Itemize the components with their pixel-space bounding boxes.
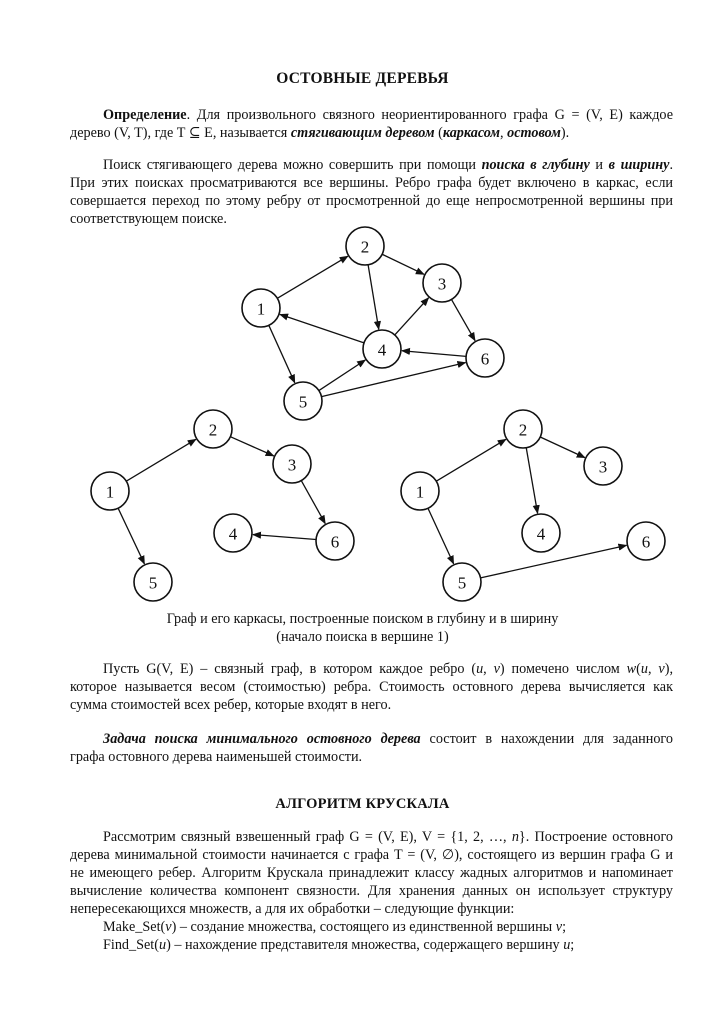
kruskal-title: АЛГОРИТМ КРУСКАЛА <box>275 796 450 812</box>
find-set-text-1: Find_Set( <box>103 937 159 953</box>
kruskal-line-2: дерева минимальной стоимости начинается с графа T = (V, ∅), состоящего из вершин графа G и <box>70 847 673 863</box>
definition-text-2: дерево (V, T), где T ⊆ E, называется <box>70 125 291 141</box>
dfs-spanning-tree-node-label-3: 3 <box>287 455 297 475</box>
weight-text-1: Пусть G(V, E) – связный граф, в котором каждое ребро ( <box>103 661 477 677</box>
weight-line-3: сумма стоимостей всех ребер, которые входят в него. <box>70 697 392 713</box>
dfs-spanning-tree-edge-3-6 <box>301 481 325 524</box>
original-graph-node-label-3: 3 <box>437 274 447 294</box>
find-set-end: ; <box>570 937 575 953</box>
kruskal-var-n: n <box>511 829 519 845</box>
definition-lead: Определение <box>103 107 187 123</box>
original-graph-node-2 <box>346 227 384 265</box>
make-set-var-2: v <box>555 919 563 935</box>
kruskal-line-4: вычисление количества компонент связности. Для хранения данных он использует структуру <box>70 883 673 899</box>
weight-sep: , <box>483 661 494 677</box>
original-graph-node-label-4: 4 <box>377 340 387 360</box>
find-set-var-2: u <box>563 937 571 953</box>
bfs-spanning-tree-node-label-1: 1 <box>415 482 425 502</box>
weight-var-u2: u <box>640 661 648 677</box>
make-set-var: v <box>165 919 172 935</box>
search-line-2: При этих поисках просматриваются все вершины. Ребро графа будет включено в каркас, если <box>70 175 673 191</box>
dfs-spanning-tree-edge-6-4 <box>253 535 316 540</box>
dfs-spanning-tree-node-label-6: 6 <box>330 532 340 552</box>
bfs-spanning-tree-node-3 <box>584 447 622 485</box>
task-line-1 <box>70 730 673 748</box>
original-graph-edge-6-4 <box>402 351 466 357</box>
weight-var-v: v <box>493 661 500 677</box>
make-set-end: ; <box>562 919 567 935</box>
weight-text-3: ), <box>664 661 673 677</box>
bfs-spanning-tree-node-label-3: 3 <box>598 457 608 477</box>
weight-paragraph <box>70 660 673 714</box>
original-graph-edge-1-5 <box>269 325 295 382</box>
bfs-spanning-tree-node-label-5: 5 <box>457 573 467 593</box>
weight-text-2: ) помечено числом <box>499 661 627 677</box>
search-line-4: соответствующем поиске. <box>70 211 227 227</box>
original-graph-node-5 <box>284 382 322 420</box>
original-graph-node-label-1: 1 <box>256 299 266 319</box>
task-paragraph <box>70 730 673 766</box>
bfs-spanning-tree-node-4 <box>522 514 560 552</box>
weight-line-1 <box>70 660 673 678</box>
make-set-text-1: Make_Set( <box>103 919 166 935</box>
definition-alt-1: каркасом <box>442 125 501 141</box>
weight-var-u: u <box>476 661 484 677</box>
original-graph-node-label-2: 2 <box>360 237 370 257</box>
figure-caption-line-2: (начало поиска в вершине 1) <box>276 629 449 645</box>
original-graph-edge-2-4 <box>368 265 379 330</box>
original-graph-edge-1-2 <box>277 256 348 298</box>
bfs-spanning-tree-node-label-4: 4 <box>536 524 546 544</box>
original-graph-node-label-5: 5 <box>298 392 308 412</box>
kruskal-line-5: непересекающихся множеств, а для их обработки – следующие функции: <box>70 901 515 917</box>
definition-text-3: ( <box>434 125 443 141</box>
dfs-spanning-tree-node-label-2: 2 <box>208 420 218 440</box>
make-set-line <box>70 918 673 936</box>
dfs-spanning-tree-node-3 <box>273 445 311 483</box>
original-graph-edge-5-4 <box>319 360 365 391</box>
dfs-spanning-tree-node-2 <box>194 410 232 448</box>
kruskal-text-1a: Рассмотрим связный взвешенный граф G = (V, E), V = {1, 2, …, <box>103 829 512 845</box>
bfs-spanning-tree-node-5 <box>443 563 481 601</box>
task-line-2: графа остовного дерева наименьшей стоимости. <box>70 749 363 765</box>
search-line-3: совершается переход по этому ребру от просмотренной до еще непросмотренной вершины при <box>70 193 673 209</box>
bfs-spanning-tree-node-6 <box>627 522 665 560</box>
bfs-spanning-tree-edge-5-6 <box>481 545 627 578</box>
search-bfs-term: в ширину <box>608 157 670 173</box>
original-graph-edge-4-3 <box>395 298 429 335</box>
kruskal-line-1 <box>70 828 673 846</box>
definition-alt-2: остовом <box>507 125 561 141</box>
weight-line-2: которое называется весом (стоимостью) ребра. Стоимость остовного дерева вычисляется как <box>70 679 673 695</box>
bfs-spanning-tree-edge-2-4 <box>526 448 537 514</box>
search-dfs-term: поиска в глубину <box>481 157 590 173</box>
original-graph-node-label-6: 6 <box>480 349 490 369</box>
original-graph-node-4 <box>363 330 401 368</box>
search-and: и <box>589 157 609 173</box>
dfs-spanning-tree-edge-1-5 <box>118 508 144 564</box>
dfs-spanning-tree-node-6 <box>316 522 354 560</box>
weight-var-w: w <box>626 661 637 677</box>
original-graph-node-6 <box>466 339 504 377</box>
definition-comma: , <box>500 125 508 141</box>
original-graph-node-3 <box>423 264 461 302</box>
find-set-text-2: ) – нахождение представителя множества, содержащего вершину <box>166 937 564 953</box>
bfs-spanning-tree-node-1 <box>401 472 439 510</box>
weight-var-v2: v <box>658 661 665 677</box>
original-graph-edge-3-6 <box>451 299 475 340</box>
bfs-spanning-tree-node-label-2: 2 <box>518 420 528 440</box>
original-graph-node-1 <box>242 289 280 327</box>
task-text-1: состоит в нахождении для заданного <box>420 731 673 747</box>
search-text-1: Поиск стягивающего дерева можно совершить при помощи <box>103 157 482 173</box>
kruskal-text-1b: }. Построение остовного <box>518 829 673 845</box>
definition-text-1: . Для произвольного связного неориентированного графа G = (V, E) каждое <box>186 107 673 123</box>
page-title: ОСТОВНЫЕ ДЕРЕВЬЯ <box>276 70 449 87</box>
weight-paren: ( <box>636 661 641 677</box>
weight-sep2: , <box>647 661 659 677</box>
find-set-var: u <box>158 937 167 953</box>
dfs-spanning-tree-edge-2-3 <box>230 437 273 456</box>
figure-caption-line-1: Граф и его каркасы, построенные поиском в глубину и в ширину <box>166 611 559 627</box>
dfs-spanning-tree-node-1 <box>91 472 129 510</box>
kruskal-line-3: не имеющего ребер. Алгоритм Крускала принадлежит классу жадных алгоритмов и напоминает <box>70 865 673 881</box>
dfs-spanning-tree-node-4 <box>214 514 252 552</box>
bfs-spanning-tree-node-2 <box>504 410 542 448</box>
bfs-spanning-tree-node-label-6: 6 <box>641 532 651 552</box>
dfs-spanning-tree-node-label-5: 5 <box>148 573 158 593</box>
definition-term: стягивающим деревом <box>290 125 435 141</box>
dfs-spanning-tree-edge-1-2 <box>126 439 196 481</box>
search-text-end: . <box>669 157 673 173</box>
make-set-text-2: ) – создание множества, состоящего из единственной вершины <box>171 919 556 935</box>
original-graph-edge-4-1 <box>280 314 364 342</box>
bfs-spanning-tree-edge-2-3 <box>540 437 585 458</box>
bfs-spanning-tree-edge-1-2 <box>436 439 506 481</box>
original-graph-edge-2-3 <box>382 254 424 274</box>
bfs-spanning-tree-edge-1-5 <box>428 508 454 564</box>
dfs-spanning-tree-node-label-4: 4 <box>228 524 238 544</box>
dfs-spanning-tree-node-label-1: 1 <box>105 482 115 502</box>
find-set-line <box>70 936 673 954</box>
original-graph-edge-5-6 <box>321 363 465 397</box>
dfs-spanning-tree-node-5 <box>134 563 172 601</box>
kruskal-paragraph <box>70 828 673 954</box>
task-lead: Задача поиска минимального остовного дерева <box>103 731 421 747</box>
definition-text-4: ). <box>560 125 570 141</box>
